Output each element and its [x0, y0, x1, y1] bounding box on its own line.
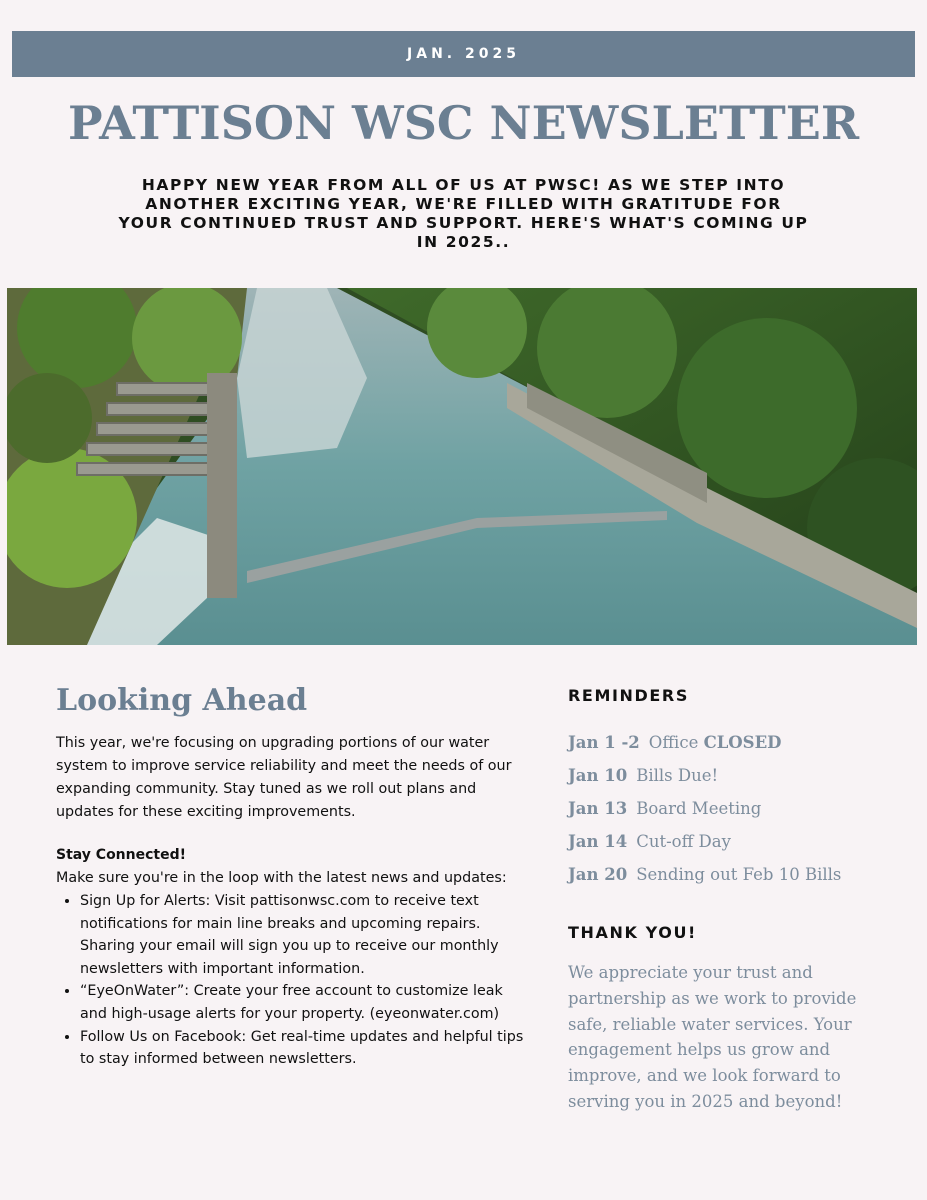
- stay-connected-intro: Make sure you're in the loop with the latest news and updates:: [56, 870, 507, 886]
- reminder-item: [568, 759, 868, 792]
- reminder-date: Jan 14: [568, 832, 628, 851]
- intro-text: HAPPY NEW YEAR FROM ALL OF US AT PWSC! AS WE STEP INTO ANOTHER EXCITING YEAR, WE'RE FILLED WITH GRATITUDE FOR YOUR CONTINUED TRUST AND SUPPORT. HERE'S WHAT'S COMING UP IN 2025..: [118, 176, 809, 251]
- stay-connected-title: Stay Connected!: [56, 847, 187, 863]
- thank-you-body: We appreciate your trust and partnership as we work to provide safe, reliable water services. Your engagement helps us grow and improve, and we look forward to serving you in 2025 and beyond!: [568, 963, 857, 1111]
- stay-connected-list: [56, 890, 531, 1071]
- looking-ahead-section: [56, 683, 531, 1071]
- date-banner: [12, 31, 915, 77]
- reminder-text: Bills Due!: [636, 766, 719, 785]
- reminders-title: REMINDERS: [568, 686, 689, 705]
- reminder-item: [568, 825, 868, 858]
- reminder-date: Jan 20: [568, 865, 628, 884]
- sidebar: [568, 686, 868, 1115]
- thank-you-title: THANK YOU!: [568, 923, 697, 942]
- reminder-text: Cut-off Day: [636, 832, 731, 851]
- list-item: • “EyeOnWater”: Create your free account to customize leak and high-usage alerts for your property. (eyeonwater.com): [80, 980, 531, 1025]
- list-item: • Sign Up for Alerts: Visit pattisonwsc.com to receive text notifications for main line breaks and upcoming repairs. Sharing your email will sign you up to receive our monthly newsletters with important information.: [80, 890, 531, 980]
- reminder-emphasis: CLOSED: [703, 733, 782, 752]
- reminders-list: [568, 726, 868, 891]
- looking-ahead-body: This year, we're focusing on upgrading portions of our water system to improve service reliability and meet the needs of our expanding community. Stay tuned as we roll out plans and updates for these exciting improvements.: [56, 735, 512, 820]
- reminder-text: Board Meeting: [636, 799, 762, 818]
- reminder-item: [568, 726, 868, 759]
- reminder-text: Sending out Feb 10 Bills: [636, 865, 842, 884]
- page-title: PATTISON WSC NEWSLETTER: [67, 96, 860, 150]
- reminder-date: Jan 13: [568, 799, 628, 818]
- reminder-date: Jan 10: [568, 766, 628, 785]
- reminder-text: Office: [648, 733, 704, 752]
- looking-ahead-title: Looking Ahead: [56, 683, 308, 718]
- reminder-item: [568, 858, 868, 891]
- issue-date: JAN. 2025: [407, 46, 520, 62]
- reminder-date: Jan 1 -2: [568, 733, 640, 752]
- river-photo: [7, 288, 917, 645]
- list-item: • Follow Us on Facebook: Get real-time updates and helpful tips to stay informed between newsletters.: [80, 1026, 531, 1071]
- reminder-item: [568, 792, 868, 825]
